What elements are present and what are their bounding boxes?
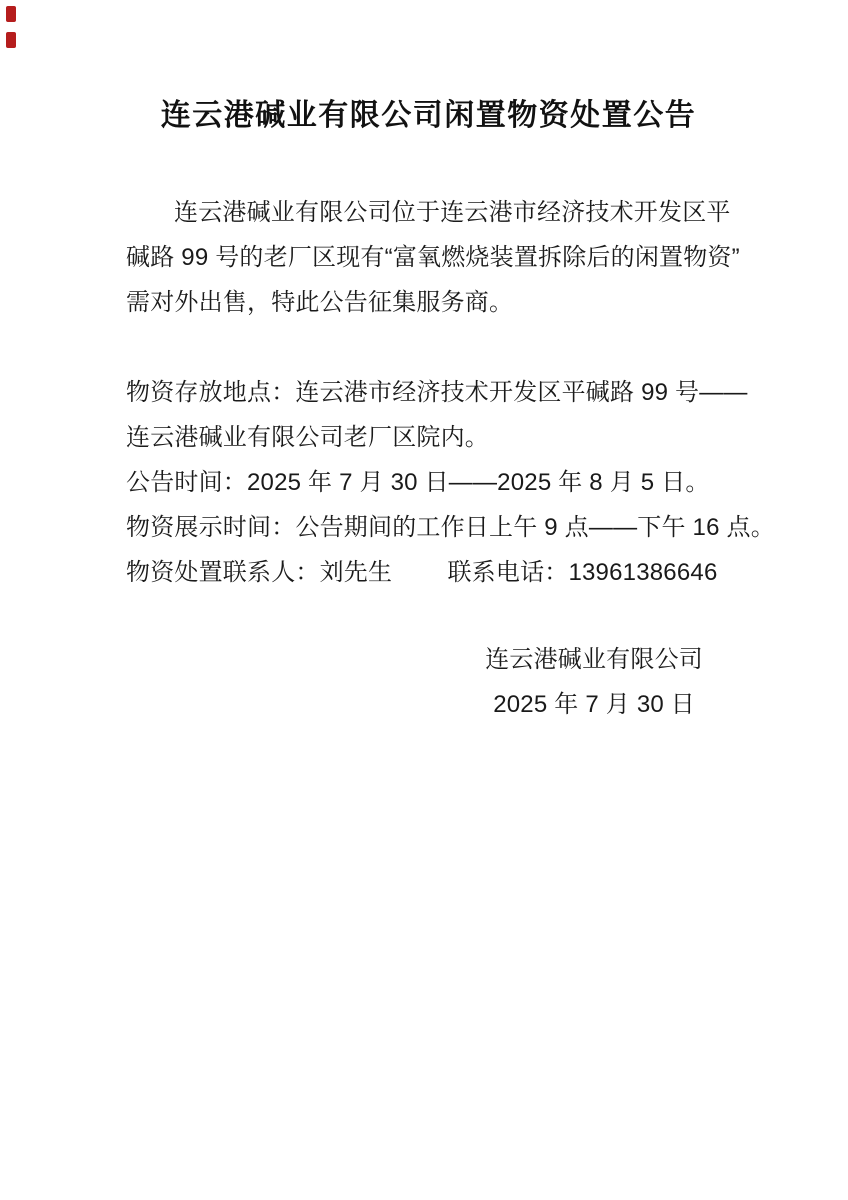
intro-line-1: 连云港碱业有限公司位于连云港市经济技术开发区平 (174, 199, 731, 226)
detail-storage-location-line-2: 连云港碱业有限公司老厂区院内。 (126, 424, 489, 451)
intro-paragraph (126, 190, 740, 325)
page-title: 连云港碱业有限公司闲置物资处置公告 (160, 99, 697, 132)
detail-display-time: 物资展示时间：公告期间的工作日上午 9 点——下午 16 点。 (126, 514, 775, 541)
signature-block (485, 637, 703, 727)
red-corner-mark-top (6, 6, 16, 22)
detail-contact: 物资处置联系人：刘先生 联系电话：13961386646 (126, 559, 718, 586)
detail-storage-location-line-1: 物资存放地点：连云港市经济技术开发区平碱路 99 号—— (126, 379, 748, 406)
detail-announcement-period: 公告时间：2025 年 7 月 30 日——2025 年 8 月 5 日。 (126, 469, 710, 496)
intro-line-2: 碱路 99 号的老厂区现有“富氧燃烧装置拆除后的闲置物资” (126, 244, 740, 271)
details-block (126, 370, 775, 595)
signature-company: 连云港碱业有限公司 (485, 646, 703, 673)
intro-line-3: 需对外出售，特此公告征集服务商。 (126, 289, 514, 316)
signature-date: 2025 年 7 月 30 日 (493, 691, 695, 718)
red-corner-mark-bottom (6, 32, 16, 48)
